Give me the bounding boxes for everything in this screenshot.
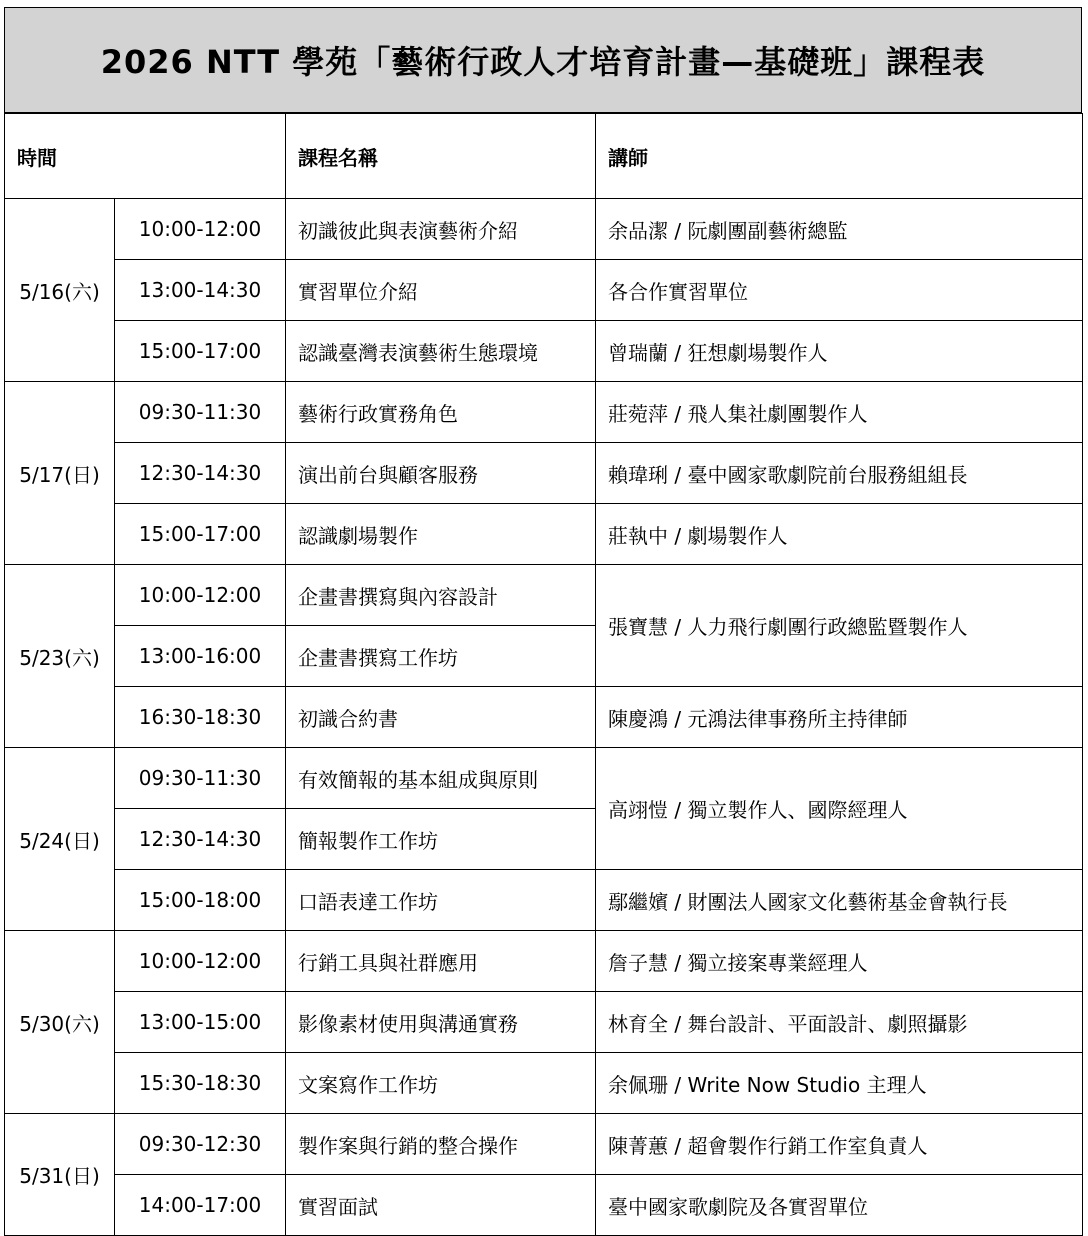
schedule-sheet [4, 7, 1082, 1222]
time-cell: 10:00-12:00 [115, 565, 286, 626]
course-cell: 初識彼此與表演藝術介紹 [286, 199, 596, 260]
time-cell: 09:30-11:30 [115, 748, 286, 809]
instructor-cell: 莊執中 / 劇場製作人 [596, 504, 1083, 565]
table-row [5, 931, 1083, 992]
instructor-cell: 陳慶鴻 / 元鴻法律事務所主持律師 [596, 687, 1083, 748]
table-row [5, 1053, 1083, 1114]
time-cell: 10:00-12:00 [115, 199, 286, 260]
course-cell: 製作案與行銷的整合操作 [286, 1114, 596, 1175]
time-cell: 12:30-14:30 [115, 443, 286, 504]
course-cell: 行銷工具與社群應用 [286, 931, 596, 992]
instructor-cell: 林育全 / 舞台設計、平面設計、劇照攝影 [596, 992, 1083, 1053]
header-row [5, 114, 1083, 199]
time-cell: 09:30-12:30 [115, 1114, 286, 1175]
table-row [5, 382, 1083, 443]
time-cell: 15:00-17:00 [115, 504, 286, 565]
time-cell: 16:30-18:30 [115, 687, 286, 748]
instructor-cell: 余品潔 / 阮劇團副藝術總監 [596, 199, 1083, 260]
time-cell: 09:30-11:30 [115, 382, 286, 443]
date-cell: 5/31(日) [5, 1114, 115, 1236]
course-cell: 初識合約書 [286, 687, 596, 748]
instructor-cell: 詹子慧 / 獨立接案專業經理人 [596, 931, 1083, 992]
time-cell: 12:30-14:30 [115, 809, 286, 870]
date-cell: 5/24(日) [5, 748, 115, 931]
instructor-cell: 臺中國家歌劇院及各實習單位 [596, 1175, 1083, 1236]
table-row [5, 260, 1083, 321]
time-cell: 15:00-18:00 [115, 870, 286, 931]
course-cell: 認識臺灣表演藝術生態環境 [286, 321, 596, 382]
date-cell: 5/17(日) [5, 382, 115, 565]
time-cell: 15:00-17:00 [115, 321, 286, 382]
table-row [5, 565, 1083, 626]
time-cell: 10:00-12:00 [115, 931, 286, 992]
instructor-cell: 賴瑋琍 / 臺中國家歌劇院前台服務組組長 [596, 443, 1083, 504]
table-row [5, 1175, 1083, 1236]
table-row [5, 1114, 1083, 1175]
time-cell: 13:00-15:00 [115, 992, 286, 1053]
course-cell: 影像素材使用與溝通實務 [286, 992, 596, 1053]
table-row [5, 748, 1083, 809]
table-row [5, 870, 1083, 931]
course-cell: 企畫書撰寫工作坊 [286, 626, 596, 687]
table-row [5, 321, 1083, 382]
time-cell: 13:00-14:30 [115, 260, 286, 321]
table-row [5, 992, 1083, 1053]
time-cell: 13:00-16:00 [115, 626, 286, 687]
date-cell: 5/23(六) [5, 565, 115, 748]
course-cell: 簡報製作工作坊 [286, 809, 596, 870]
instructor-cell: 各合作實習單位 [596, 260, 1083, 321]
table-row [5, 199, 1083, 260]
time-cell: 15:30-18:30 [115, 1053, 286, 1114]
time-cell: 14:00-17:00 [115, 1175, 286, 1236]
date-cell: 5/30(六) [5, 931, 115, 1114]
instructor-cell: 莊菀萍 / 飛人集社劇團製作人 [596, 382, 1083, 443]
course-cell: 實習單位介紹 [286, 260, 596, 321]
table-row [5, 504, 1083, 565]
course-cell: 演出前台與顧客服務 [286, 443, 596, 504]
instructor-cell: 鄢繼嬪 / 財團法人國家文化藝術基金會執行長 [596, 870, 1083, 931]
course-cell: 藝術行政實務角色 [286, 382, 596, 443]
instructor-cell: 陳菁蕙 / 超會製作行銷工作室負責人 [596, 1114, 1083, 1175]
table-row [5, 443, 1083, 504]
date-cell: 5/16(六) [5, 199, 115, 382]
page-title: 2026 NTT 學苑「藝術行政人才培育計畫—基礎班」課程表 [100, 43, 986, 81]
course-cell: 認識劇場製作 [286, 504, 596, 565]
instructor-cell: 張寶慧 / 人力飛行劇團行政總監暨製作人 [596, 565, 1083, 687]
schedule-table [4, 113, 1083, 1236]
header-course: 課程名稱 [286, 114, 596, 199]
course-cell: 企畫書撰寫與內容設計 [286, 565, 596, 626]
title-banner [4, 7, 1082, 113]
course-cell: 實習面試 [286, 1175, 596, 1236]
instructor-cell: 曾瑞蘭 / 狂想劇場製作人 [596, 321, 1083, 382]
header-time: 時間 [5, 114, 286, 199]
instructor-cell: 余佩珊 / Write Now Studio 主理人 [596, 1053, 1083, 1114]
course-cell: 文案寫作工作坊 [286, 1053, 596, 1114]
table-row [5, 687, 1083, 748]
course-cell: 口語表達工作坊 [286, 870, 596, 931]
header-instructor: 講師 [596, 114, 1083, 199]
course-cell: 有效簡報的基本組成與原則 [286, 748, 596, 809]
instructor-cell: 高翊愷 / 獨立製作人、國際經理人 [596, 748, 1083, 870]
